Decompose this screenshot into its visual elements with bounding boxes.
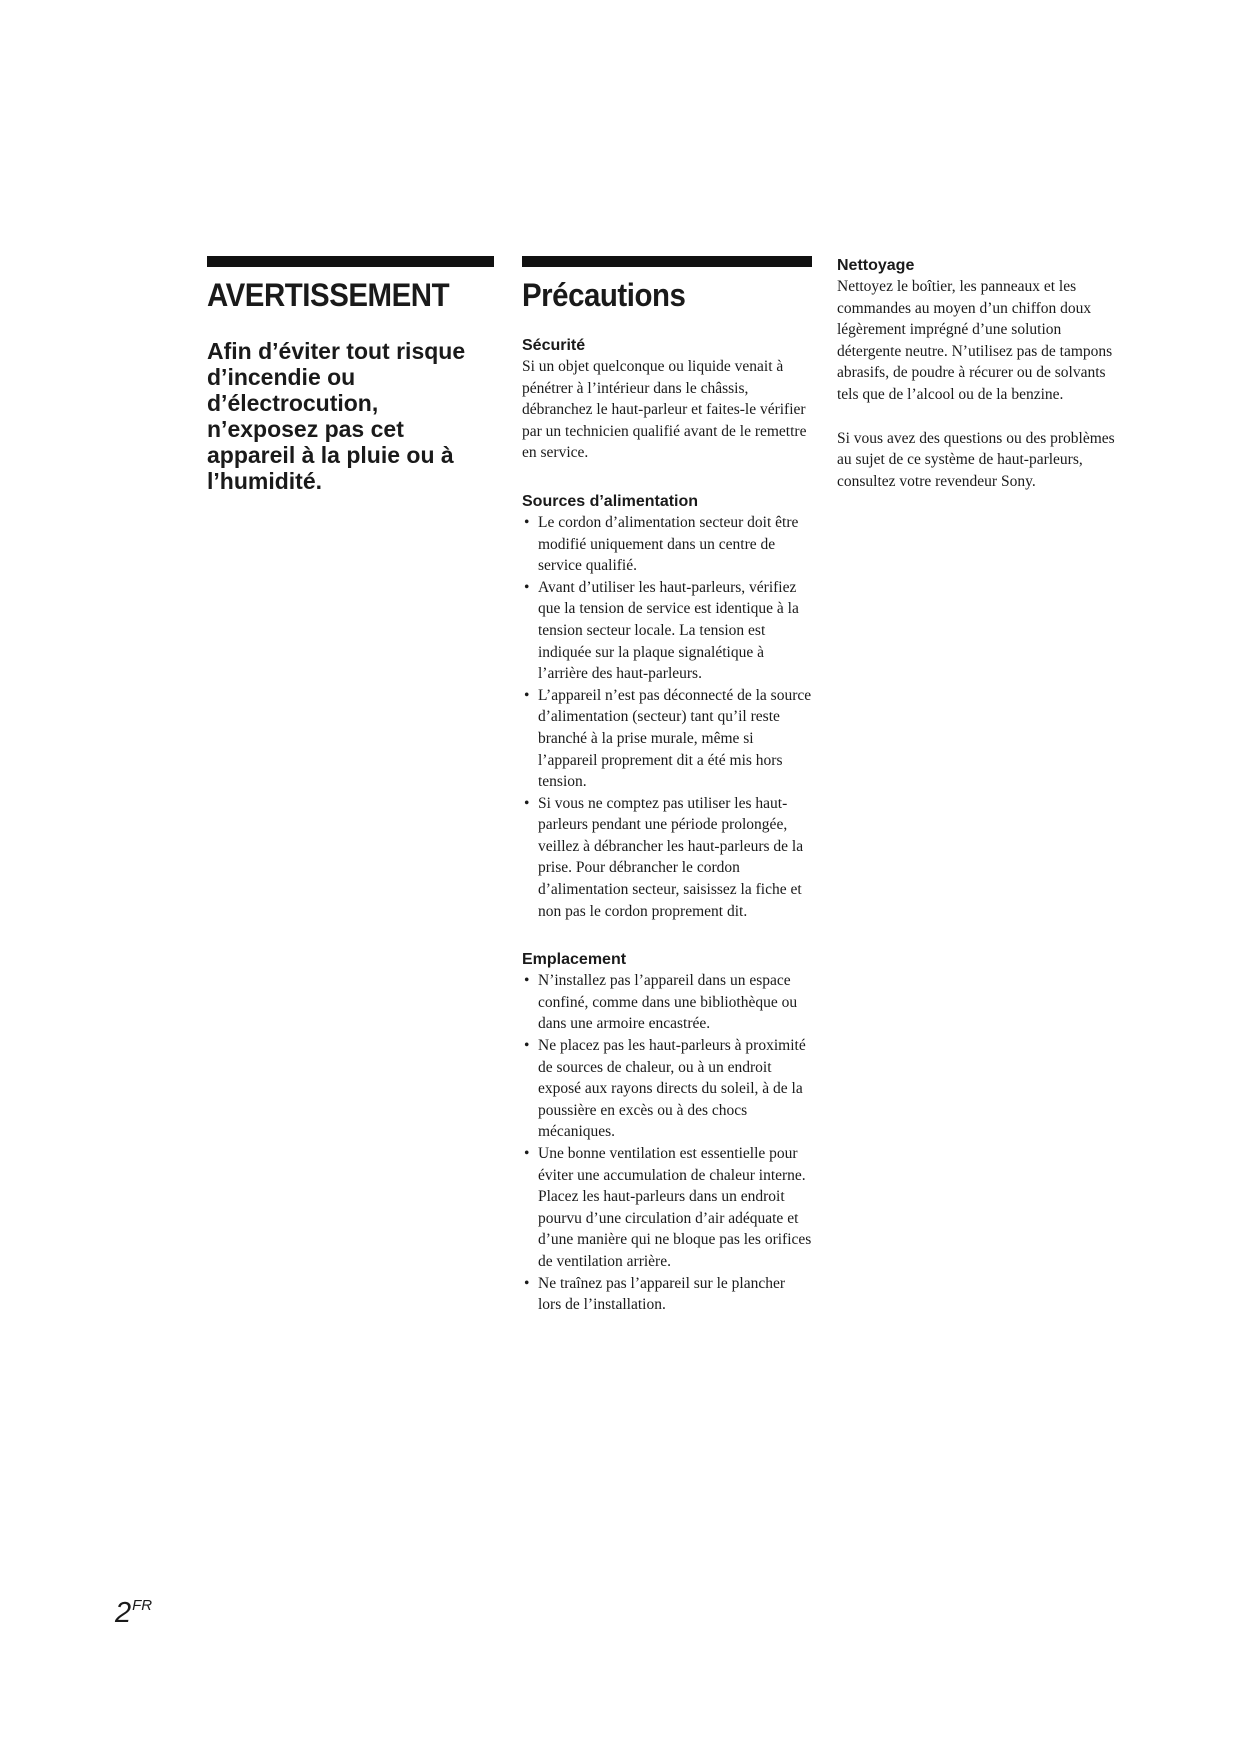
- section-heading: Nettoyage: [837, 257, 915, 274]
- list-item: • Une bonne ventilation est essentielle pour éviter une accumulation de chaleur interne. Placez les haut-parleurs dans un endroit pourvu d’une circulation d’air adéquate et d’une manière qui ne bloque pas les orifices de ventilation arrière.: [522, 1143, 812, 1273]
- section-heading: Emplacement: [522, 951, 627, 969]
- title-rule: [522, 256, 812, 267]
- list-item: • Si vous ne comptez pas utiliser les haut-parleurs pendant une période prolongée, veillez à débrancher les haut-parleurs de la prise. Pour débrancher le cordon d’alimentation secteur, saisissez la fiche et non pas le cordon proprement dit.: [522, 793, 812, 923]
- list-item: • L’appareil n’est pas déconnecté de la source d’alimentation (secteur) tant qu’il reste branché à la prise murale, même si l’appareil proprement dit a été mis hors tension.: [522, 685, 812, 793]
- cleaning-column: [837, 256, 1122, 492]
- precautions-title: Précautions: [522, 277, 686, 313]
- section-heading: Sécurité: [522, 337, 586, 354]
- list-item: • N’installez pas l’appareil dans un espace confiné, comme dans une bibliothèque ou dans une armoire encastrée.: [522, 970, 812, 1035]
- section-sources: [522, 492, 812, 922]
- list-item: • Ne traînez pas l’appareil sur le plancher lors de l’installation.: [522, 1273, 812, 1316]
- list-item: • Ne placez pas les haut-parleurs à proximité de sources de chaleur, ou à un endroit exposé aux rayons directs du soleil, à de la poussière en excès ou à des chocs mécaniques.: [522, 1035, 812, 1143]
- warning-text: Afin d’éviter tout risque d’incendie ou d’électrocution, n’exposez pas cet appareil à la pluie ou à l’humidité.: [207, 338, 466, 494]
- section-emplacement: [522, 950, 812, 1316]
- section-text: Si un objet quelconque ou liquide venait à pénétrer à l’intérieur dans le châssis, débranchez le haut-parleur et faites-le vérifier par un technicien qualifié avant de le remettre en service.: [522, 358, 807, 462]
- page-number: [115, 1597, 152, 1630]
- contact-text: Si vous avez des questions ou des problèmes au sujet de ce système de haut-parleurs, consultez votre revendeur Sony.: [837, 429, 1115, 490]
- page-number-value: 2: [115, 1597, 132, 1629]
- warning-column: [207, 256, 494, 494]
- section-heading: Sources d’alimentation: [522, 492, 699, 510]
- section-text: Nettoyez le boîtier, les panneaux et les commandes au moyen d’un chiffon doux légèrement imprégné d’une solution détergente neutre. N’utilisez pas de tampons abrasifs, de poudre à récurer ou de solvants tels que de l’alcool ou de la benzine.: [837, 278, 1113, 403]
- bullet-list: [522, 512, 812, 922]
- warning-title: AVERTISSEMENT: [207, 277, 450, 313]
- page-language-suffix: FR: [132, 1597, 153, 1614]
- section-securite: [522, 336, 812, 464]
- bullet-list: [522, 970, 812, 1316]
- list-item: • Avant d’utiliser les haut-parleurs, vérifiez que la tension de service est identique à la tension secteur locale. La tension est indiquée sur la plaque signalétique à l’arrière des haut-parleurs.: [522, 577, 812, 685]
- title-rule: [207, 256, 494, 267]
- precautions-column: [522, 256, 812, 1316]
- list-item: • Le cordon d’alimentation secteur doit être modifié uniquement dans un centre de service qualifié.: [522, 512, 812, 577]
